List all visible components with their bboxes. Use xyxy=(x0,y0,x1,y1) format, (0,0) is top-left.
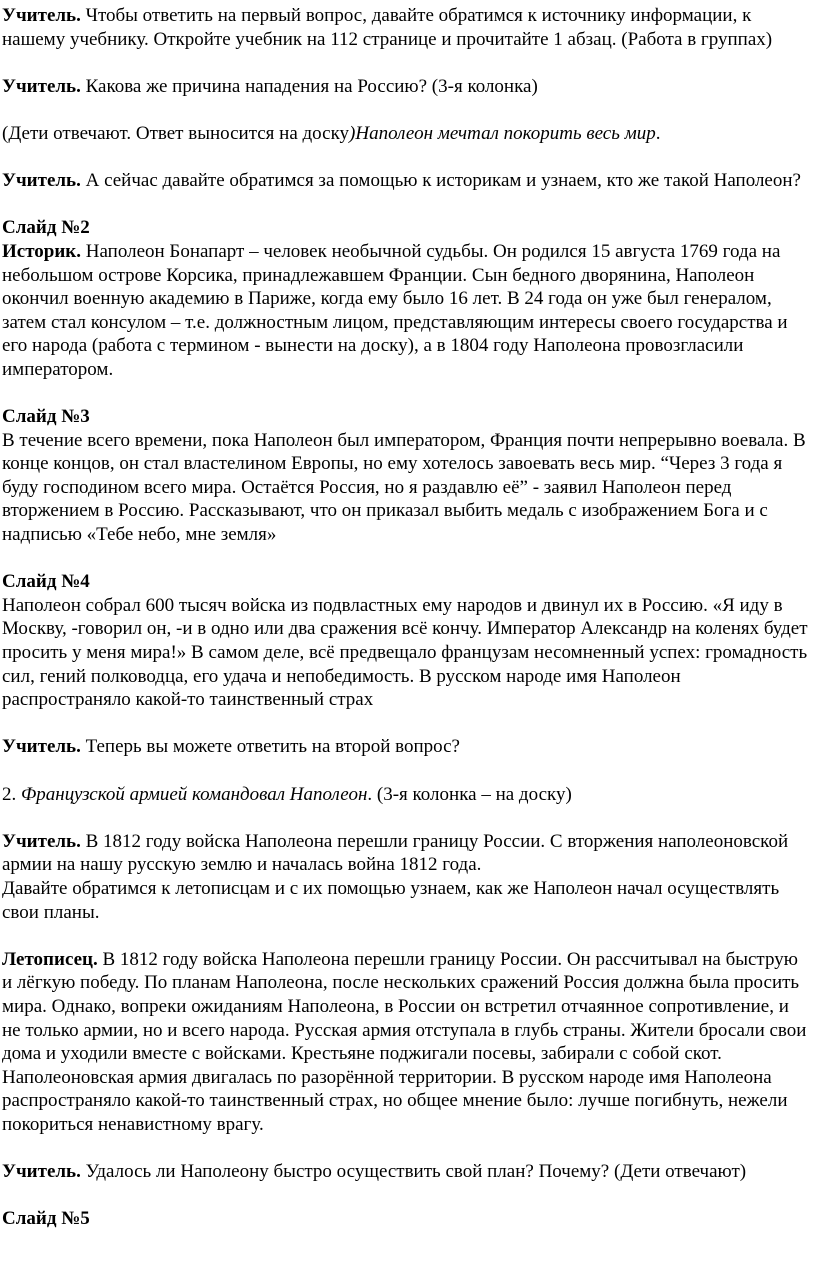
paragraph-chronicler xyxy=(2,948,812,1137)
speaker-label: Учитель. xyxy=(2,1161,81,1183)
spacer xyxy=(2,759,812,783)
paragraph-text: . (3-я колонка – на доску) xyxy=(367,783,572,805)
paragraph-text: Наполеон Бонапарт – человек необычной судьбы. Он родился 15 августа 1769 года на небольшом острове Корсика, принадлежавшем Франции. Сын бедного дворянина, Наполеон окончил военную академию в Париже, когда ему было 16 лет. В 24 года он уже был генералом, затем стал консулом – т.е. должностным лицом, представляющим интересы своего государства и его народа (работа с термином - вынести на доску), а в 1804 году Наполеона провозгласили императором. xyxy=(2,240,788,380)
paragraph-text: . xyxy=(655,122,661,144)
paragraph-teacher-second-question xyxy=(2,735,812,759)
speaker-label: Учитель. xyxy=(2,830,81,852)
paragraph-teacher-1812 xyxy=(2,830,812,924)
speaker-label: Учитель. xyxy=(2,170,81,192)
paragraph-slide-4: Наполеон собрал 600 тысяч войска из подвластных ему народов и двинул их в Россию. «Я иду в Москву, -говорил он, -и в одно или два сражения всё кончу. Император Александр на коленях будет просить у меня мира!» В самом деле, всё предвещало французам несомненный успех: громадность сил, гений полководца, его удача и непобедимость. В русском народе имя Наполеон распространяло какой-то таинственный страх xyxy=(2,594,808,711)
spacer xyxy=(2,146,812,170)
paragraph-text: Теперь вы можете ответить на второй вопрос? xyxy=(80,736,460,758)
speaker-label: Учитель. xyxy=(2,736,81,758)
paragraph-text: Какова же причина нападения на Россию? (3-я колонка) xyxy=(80,75,538,97)
spacer xyxy=(2,547,812,571)
speaker-label: Историк. xyxy=(2,240,82,262)
paragraph-teacher-question-2 xyxy=(2,75,812,99)
slide-heading-3: Слайд №3 xyxy=(2,406,90,428)
paragraph-text: (Дети отвечают. Ответ выносится на доску xyxy=(2,122,350,144)
paragraph-text: Давайте обратимся к летописцам и с их помощью узнаем, как же Наполеон начал осуществлять свои планы. xyxy=(2,877,780,923)
spacer xyxy=(2,98,812,122)
spacer xyxy=(2,51,812,75)
spacer xyxy=(2,1137,812,1161)
paragraph-teacher-historians xyxy=(2,169,812,193)
slide-heading-5: Слайд №5 xyxy=(2,1208,90,1230)
spacer xyxy=(2,712,812,736)
paragraph-text: А сейчас давайте обратимся за помощью к историкам и узнаем, кто же такой Наполеон? xyxy=(80,170,801,192)
paragraph-children-answer xyxy=(2,122,812,146)
paragraph-answer-2 xyxy=(2,783,812,807)
answer-italic: Французской армией командовал Наполеон xyxy=(21,783,368,805)
speaker-label: Учитель. xyxy=(2,75,81,97)
paragraph-teacher-plan-question xyxy=(2,1160,812,1184)
speaker-label: Учитель. xyxy=(2,5,81,26)
spacer xyxy=(2,806,812,830)
answer-italic: )Наполеон мечтал покорить весь мир xyxy=(349,122,656,144)
paragraph-text: Удалось ли Наполеону быстро осуществить свой план? Почему? (Дети отвечают) xyxy=(80,1161,747,1183)
paragraph-text: Чтобы ответить на первый вопрос, давайте обратимся к источнику информации, к нашему учебнику. Откройте учебник на 112 странице и прочитайте 1 абзац. (Работа в группах) xyxy=(2,5,773,50)
spacer xyxy=(2,1184,812,1208)
spacer xyxy=(2,193,812,217)
paragraph-teacher-question-1 xyxy=(2,4,812,51)
spacer xyxy=(2,382,812,406)
spacer xyxy=(2,924,812,948)
paragraph-historian xyxy=(2,240,812,382)
paragraph-slide-3: В течение всего времени, пока Наполеон был императором, Франция почти непрерывно воевала. В конце концов, он стал властелином Европы, но ему хотелось завоевать весь мир. “Через 3 года я буду господином всего мира. Остаётся Россия, но я раздавлю её” - заявил Наполеон перед вторжением в Россию. Рассказывают, что он приказал выбить медаль с изображением Бога и с надписью «Тебе небо, мне земля» xyxy=(2,429,806,546)
slide-heading-2: Слайд №2 xyxy=(2,217,90,239)
paragraph-text: В 1812 году войска Наполеона перешли границу России. Он рассчитывал на быструю и лёгкую победу. По планам Наполеона, после нескольких сражений Россия должна была просить мира. Однако, вопреки ожиданиям Наполеона, в России он встретил отчаянное сопротивление, и не только армии, но и всего народа. Русская армия отступала в глубь страны. Жители бросали свои дома и уходили вместе с войсками. Крестьяне поджигали посевы, забирали с собой скот. Наполеоновская армия двигалась по разорённой территории. В русском народе имя Наполеона распространяло какой-то таинственный страх, но общее мнение было: лучше погибнуть, нежели покориться ненавистному врагу. xyxy=(2,948,807,1135)
paragraph-text: В 1812 году войска Наполеона перешли границу России. С вторжения наполеоновской армии на нашу русскую землю и началась война 1812 года. xyxy=(2,830,789,876)
answer-number: 2. xyxy=(2,783,21,805)
slide-heading-4: Слайд №4 xyxy=(2,571,90,593)
speaker-label: Летописец. xyxy=(2,948,98,970)
